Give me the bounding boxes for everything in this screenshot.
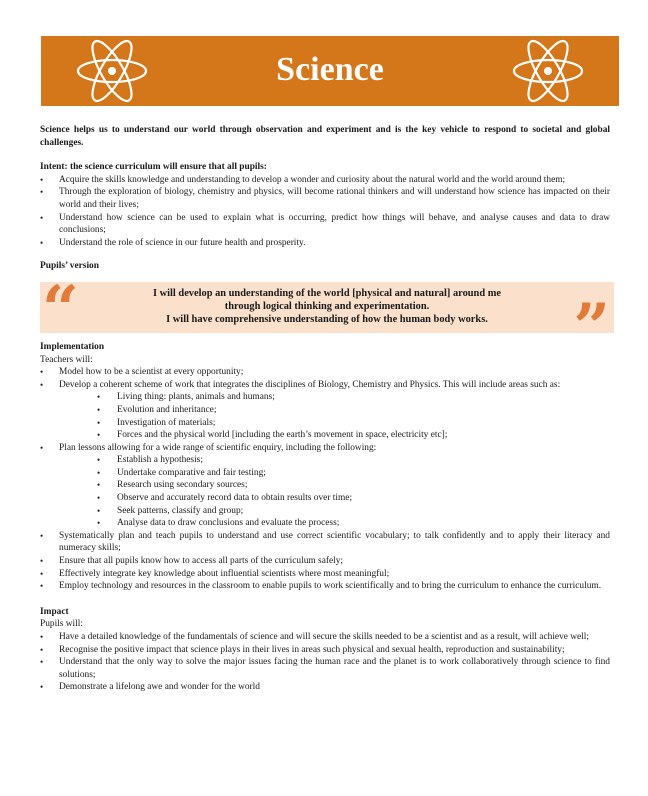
sub-list [59, 391, 610, 441]
list-item: • Ensure that all pupils know how to access all parts of the curriculum safely; [40, 555, 610, 568]
list-item: • Recognise the positive impact that science plays in their lives in areas such physical and sexual health, reproduction and sustainability; [40, 644, 610, 657]
sub-list-item: • Analyse data to draw conclusions and evaluate the process; [59, 517, 610, 530]
impact-list [40, 631, 610, 694]
sub-list-item: • Forces and the physical world [including the earth’s movement in space, electricity etc]; [59, 429, 610, 442]
impact-subheading: Pupils will: [40, 619, 83, 630]
list-item-text: Plan lessons allowing for a wide range of scientific enquiry, including the following: [59, 442, 377, 453]
list-item [40, 379, 610, 442]
list-item: • Understand the role of science in our future health and prosperity. [40, 237, 610, 250]
implementation-heading: Implementation [40, 341, 105, 352]
intro-paragraph: Science helps us to understand our world through observation and experiment and is the key vehicle to respond to societal and global challenges. [40, 125, 610, 148]
quote-line: I will have comprehensive understanding of how the human body works. [166, 314, 488, 326]
intent-heading: Intent: the science curriculum will ensure that all pupils: [40, 162, 267, 173]
sub-list [59, 454, 610, 530]
list-item: • Demonstrate a lifelong awe and wonder for the world [40, 681, 610, 694]
pupils-quote [100, 287, 554, 327]
list-item: • Model how to be a scientist at every opportunity; [40, 366, 610, 379]
intent-list [40, 174, 610, 250]
list-item [40, 442, 610, 530]
list-item: • Effectively integrate key knowledge about influential scientists where most meaningful; [40, 568, 610, 581]
list-item: • Employ technology and resources in the classroom to enable pupils to work scientifically and to bring the curriculum to enhance the curriculum. [40, 580, 610, 593]
quote-line: through logical thinking and experimentation. [224, 301, 430, 313]
sub-list-item: • Investigation of materials; [59, 417, 610, 430]
page-title: Science [276, 51, 384, 88]
list-item-text: Develop a coherent scheme of work that integrates the disciplines of Biology, Chemistry and Physics. This will include areas such as: [59, 379, 561, 390]
sub-list-item: • Undertake comparative and fair testing; [59, 467, 610, 480]
sub-list-item: • Observe and accurately record data to obtain results over time; [59, 492, 610, 505]
sub-list-item: • Seek patterns, classify and group; [59, 505, 610, 518]
sub-list-item: • Living thing: plants, animals and humans; [59, 391, 610, 404]
atom-icon [510, 39, 586, 103]
title-banner [41, 36, 619, 106]
pupils-version-heading: Pupils’ version [40, 261, 99, 272]
impact-heading: Impact [40, 606, 69, 617]
list-item: • Acquire the skills knowledge and understanding to develop a wonder and curiosity about the natural world and the world around them; [40, 174, 610, 187]
list-item: • Understand that the only way to solve the major issues facing the human race and the planet is to work collaboratively through science to find solutions; [40, 656, 610, 681]
list-item: • Systematically plan and teach pupils to understand and use correct scientific vocabulary; to talk confidently and to apply their literacy and numeracy skills; [40, 530, 610, 555]
document-body [40, 124, 610, 694]
implementation-subheading: Teachers will: [40, 354, 93, 365]
open-quote-icon: “ [42, 271, 79, 347]
quote-line: I will develop an understanding of the world [physical and natural] around me [153, 287, 501, 299]
sub-list-item: • Establish a hypothesis; [59, 454, 610, 467]
list-item: • Have a detailed knowledge of the fundamentals of science and will secure the skills needed to be a scientist and as a result, will achieve well; [40, 631, 610, 644]
close-quote-icon: ” [573, 289, 610, 365]
sub-list-item: • Research using secondary sources; [59, 479, 610, 492]
list-item: • Understand how science can be used to explain what is occurring, predict how things will behave, and analyse causes and data to draw conclusions; [40, 212, 610, 237]
list-item: • Through the exploration of biology, chemistry and physics, will become rational thinkers and will understand how science has impacted on their world and their lives; [40, 186, 610, 211]
implementation-list [40, 366, 610, 593]
sub-list-item: • Evolution and inheritance; [59, 404, 610, 417]
